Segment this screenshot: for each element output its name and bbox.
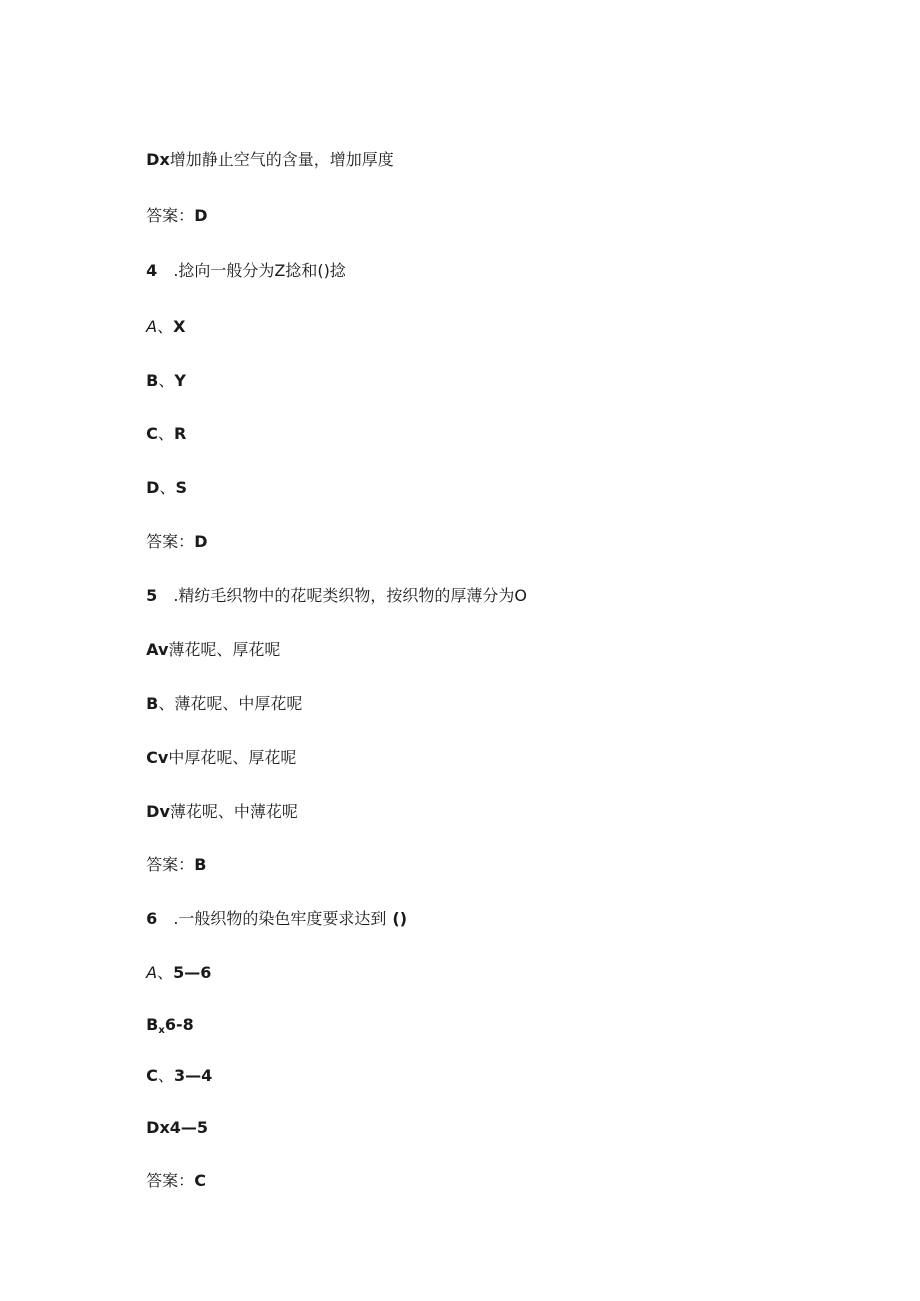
q5-option-c xyxy=(136,728,296,768)
option-text: 5—6 xyxy=(173,963,212,982)
option-separator: 、 xyxy=(157,317,174,336)
question-6-stem xyxy=(136,889,407,929)
option-label: Dx xyxy=(146,150,170,169)
option-separator: 、 xyxy=(157,963,174,982)
q6-answer xyxy=(136,1151,206,1191)
answer-prev xyxy=(136,186,207,226)
option-text: R xyxy=(173,424,187,443)
question-text: .捻向一般分为Z捻和()捻 xyxy=(173,261,346,280)
q6-option-b xyxy=(136,995,194,1041)
question-number: 4 xyxy=(146,261,158,280)
option-text: S xyxy=(175,478,187,497)
option-label: Cv xyxy=(146,748,169,767)
option-text: 3—4 xyxy=(173,1066,213,1085)
option-label: B xyxy=(146,1015,159,1034)
q5-option-d xyxy=(136,782,298,822)
option-label: A xyxy=(146,963,158,982)
option-separator: 、 xyxy=(157,1066,174,1085)
option-separator: 、 xyxy=(158,371,175,390)
question-number: 5 xyxy=(146,586,158,605)
answer-value: B xyxy=(194,855,207,874)
option-label: Dv xyxy=(146,802,170,821)
option-text: 、薄花呢、中厚花呢 xyxy=(158,694,303,713)
question-text: .一般织物的染色牢度要求达到 xyxy=(173,909,387,928)
option-text: 薄花呢、厚花呢 xyxy=(168,640,281,659)
q6-option-a xyxy=(136,943,211,983)
q4-option-a xyxy=(136,297,185,337)
q4-option-c xyxy=(136,404,186,444)
answer-label: 答案： xyxy=(146,855,195,874)
question-5-stem xyxy=(136,566,527,606)
option-separator: 、 xyxy=(157,424,174,443)
q4-option-b xyxy=(136,351,186,391)
option-text: 6-8 xyxy=(164,1015,194,1034)
q4-option-d xyxy=(136,458,187,498)
question-4-stem xyxy=(136,241,346,281)
option-label: Dx xyxy=(146,1118,170,1137)
answer-label: 答案： xyxy=(146,206,195,225)
option-label: B xyxy=(146,371,159,390)
question-text: .精纺毛织物中的花呢类织物，按织物的厚薄分为O xyxy=(173,586,527,605)
option-text: X xyxy=(173,317,186,336)
option-separator: 、 xyxy=(159,478,176,497)
option-label: A xyxy=(146,317,158,336)
question-paren: () xyxy=(392,909,408,928)
option-text: 中厚花呢、厚花呢 xyxy=(168,748,297,767)
q5-answer xyxy=(136,835,206,875)
q6-option-d xyxy=(136,1098,208,1138)
option-label: Av xyxy=(146,640,169,659)
answer-value: D xyxy=(194,206,208,225)
q5-option-a xyxy=(136,620,280,660)
option-label: C xyxy=(146,1066,158,1085)
option-text: Y xyxy=(174,371,186,390)
option-d-prev xyxy=(136,130,394,170)
option-label: B xyxy=(146,694,159,713)
option-text: 薄花呢、中薄花呢 xyxy=(169,802,298,821)
question-number: 6 xyxy=(146,909,158,928)
q5-option-b xyxy=(136,674,302,714)
option-subscript: x xyxy=(158,1025,165,1036)
answer-label: 答案： xyxy=(146,532,195,551)
q6-option-c xyxy=(136,1046,212,1086)
option-text: 4—5 xyxy=(169,1118,209,1137)
answer-value: C xyxy=(194,1171,206,1190)
answer-label: 答案： xyxy=(146,1171,195,1190)
option-text: 增加静止空气的含量，增加厚度 xyxy=(169,150,394,169)
answer-value: D xyxy=(194,532,208,551)
q4-answer xyxy=(136,512,207,552)
option-label: C xyxy=(146,424,158,443)
option-label: D xyxy=(146,478,160,497)
